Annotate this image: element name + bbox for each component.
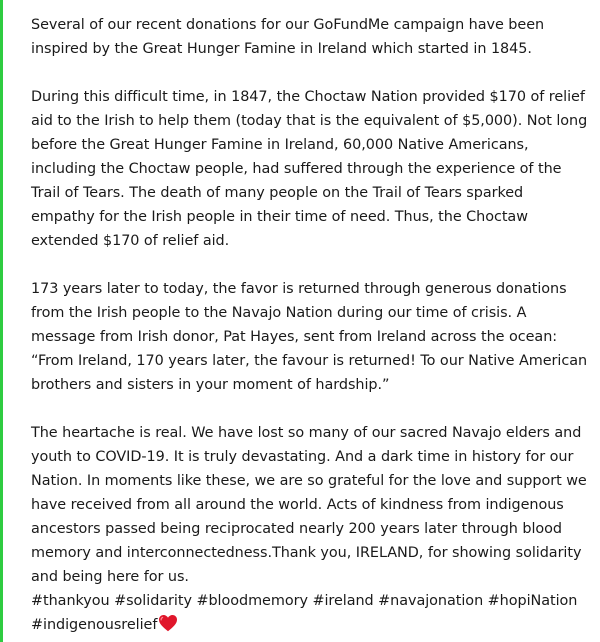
paragraph-famine-intro: Several of our recent donations for our GoFundMe campaign have been inspired by the Great Hunger Famine in Ireland which started in 1845.: [31, 17, 545, 57]
red-heart-icon: [158, 614, 178, 632]
paragraph-favor-returned: 173 years later to today, the favor is returned through generous donations from the Irish people to the Navajo Nation during our time of crisis. A message from Irish donor, Pat Hayes, sent from Ireland across the ocean: “From Ireland, 170 years later, the favour is returned! To our Native American brothers and sisters in your moment of hardship.”: [31, 281, 588, 393]
paragraph-choctaw-aid: During this difficult time, in 1847, the Choctaw Nation provided $170 of relief aid to the Irish to help them (today that is the equivalent of $5,000). Not long before the Great Hunger Famine in Ireland, 60,000 Native Americans, including the Choctaw people, had suffered through the experience of the Trail of Tears. The death of many people on the Trail of Tears sparked empathy for the Irish people in their time of need. Thus, the Choctaw extended $170 of relief aid.: [31, 89, 588, 249]
accent-bar: [0, 0, 3, 642]
hashtags-line: [31, 589, 591, 637]
paragraph-heartache: The heartache is real. We have lost so many of our sacred Navajo elders and youth to COVID-19. It is truly devastating. And a dark time in history for our Nation. In moments like these, we are so grateful for the love and support we have received from all around the world. Acts of kindness from indigenous ancestors passed being reciprocated nearly 200 years later through blood memory and interconnectedness.Thank you, IRELAND, for showing solidarity and being here for us.: [31, 425, 587, 585]
post-body: [31, 13, 591, 637]
hashtags-text: #thankyou #solidarity #bloodmemory #ireland #navajonation #hopiNation #indigenousrelief: [31, 593, 578, 633]
